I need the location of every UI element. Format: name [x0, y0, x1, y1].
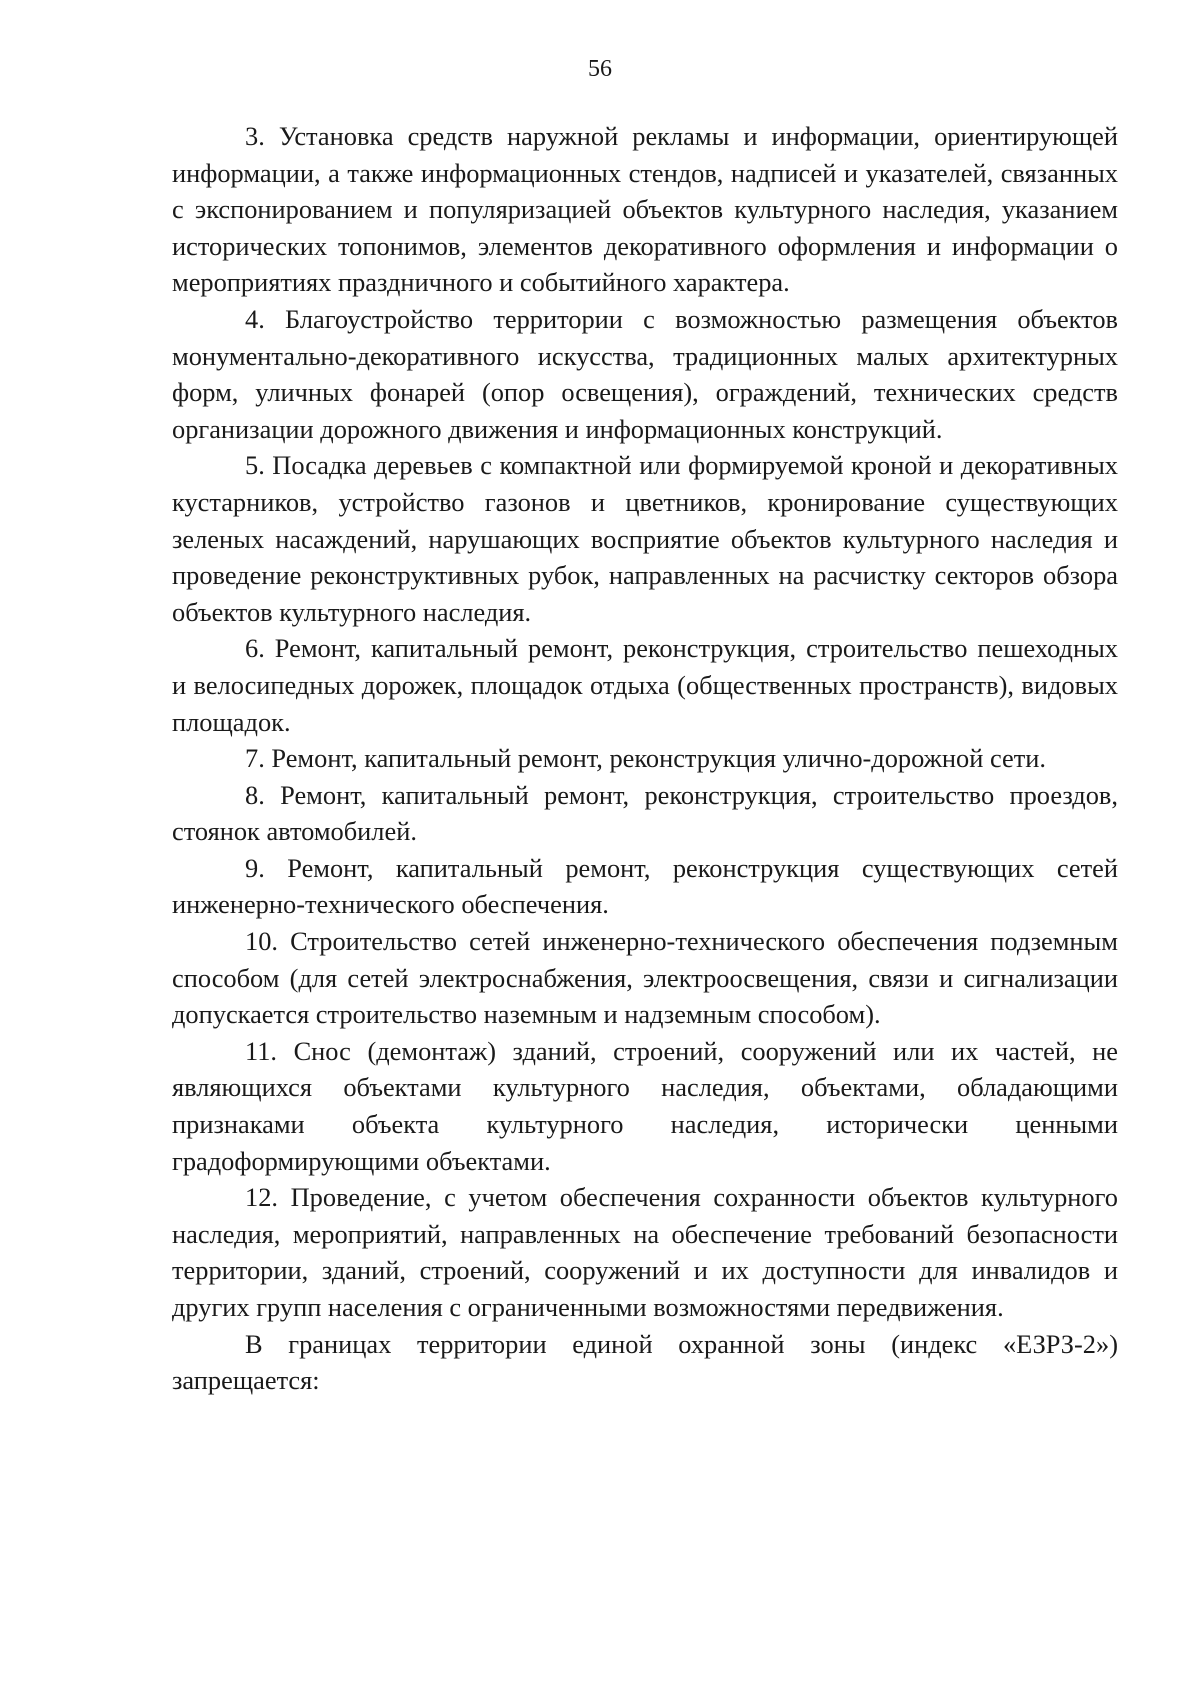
paragraph-item-10: 10. Строительство сетей инженерно-технического обеспечения подземным способом (для сетей электроснабжения, электроосвещения, связи и сигнализации допускается строительство наземным и надземным способом).	[172, 926, 1118, 1030]
paragraph-item-3: 3. Установка средств наружной рекламы и информации, ориентирующей информации, а также информационных стендов, надписей и указателей, связанных с экспонированием и популяризацией объектов культурного наследия, указанием исторических топонимов, элементов декоративного оформления и информации о мероприятиях праздничного и событийного характера.	[172, 121, 1118, 298]
paragraph-item-7: 7. Ремонт, капитальный ремонт, реконструкция улично-дорожной сети.	[245, 743, 1046, 774]
paragraph-item-12: 12. Проведение, с учетом обеспечения сохранности объектов культурного наследия, мероприятий, направленных на обеспечение требований безопасности территории, зданий, строений, сооружений и их доступности для инвалидов и других групп населения с ограниченными возможностями передвижения.	[172, 1182, 1118, 1322]
document-body	[172, 118, 1118, 1399]
paragraph-item-9: 9. Ремонт, капитальный ремонт, реконструкция существующих сетей инженерно-технического обеспечения.	[172, 852, 1118, 920]
paragraph-item-11: 11. Снос (демонтаж) зданий, строений, сооружений или их частей, не являющихся объектами культурного наследия, объектами, обладающими признаками объекта культурного наследия, исторически ценными градоформирующими объектами.	[172, 1035, 1118, 1176]
paragraph-prohibitions-intro: В границах территории единой охранной зоны (индекс «ЕЗРЗ-2») запрещается:	[172, 1328, 1118, 1396]
page-number: 56	[588, 56, 612, 82]
paragraph-item-8: 8. Ремонт, капитальный ремонт, реконструкция, строительство проездов, стоянок автомобилей.	[172, 779, 1118, 847]
paragraph-item-4: 4. Благоустройство территории с возможностью размещения объектов монументально-декоративного искусства, традиционных малых архитектурных форм, уличных фонарей (опор освещения), ограждений, технических средств организации дорожного движения и информационных конструкций.	[172, 303, 1118, 444]
paragraph-item-5: 5. Посадка деревьев с компактной или формируемой кроной и декоративных кустарников, устройство газонов и цветников, кронирование существующих зеленых насаждений, нарушающих восприятие объектов культурного наследия и проведение реконструктивных рубок, направленных на расчистку секторов обзора объектов культурного наследия.	[172, 450, 1118, 627]
paragraph-item-6: 6. Ремонт, капитальный ремонт, реконструкция, строительство пешеходных и велосипедных дорожек, площадок отдыха (общественных пространств), видовых площадок.	[172, 633, 1118, 737]
